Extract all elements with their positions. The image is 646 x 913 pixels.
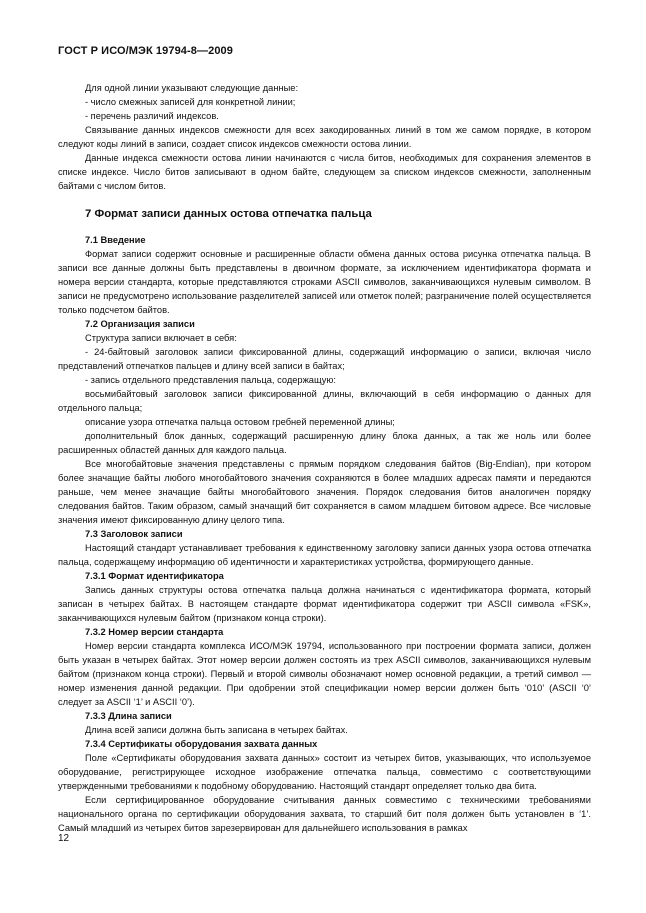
paragraph: Длина всей записи должна быть записана в четырех байтах.	[85, 725, 348, 735]
list-item: - 24-байтовый заголовок записи фиксированной длины, содержащий информацию о записи, включая число представлений отпечатков пальцев и длину всей записи в байтах;	[58, 347, 591, 371]
paragraph: Структура записи включает в себя:	[85, 333, 237, 343]
paragraph: дополнительный блок данных, содержащий расширенную длину блока данных, а так же ноль или более расширенных областей данных для каждого пальца.	[58, 431, 591, 455]
section-heading: 7.2 Организация записи	[85, 319, 195, 329]
section-heading: 7.3 Заголовок записи	[85, 529, 183, 539]
document-header: ГОСТ Р ИСО/МЭК 19794-8—2009	[58, 45, 233, 57]
paragraph: Настоящий стандарт устанавливает требования к единственному заголовку записи данных узора остова отпечатка пальца, содержащему информацию об идентичности и характеристиках устройства, формирующего данные.	[58, 543, 591, 567]
paragraph: Данные индекса смежности остова линии начинаются с числа битов, необходимых для сохранения элементов в списке индексе. Число битов записывают в одном байте, следующем за списком индексов смежности, заполненным байтами с числом битов.	[58, 153, 591, 191]
paragraph: Для одной линии указывают следующие данные:	[85, 83, 299, 93]
document-body	[58, 81, 591, 835]
subsection-heading: 7.3.1 Формат идентификатора	[85, 571, 224, 581]
subsection-heading: 7.3.3 Длина записи	[85, 711, 172, 721]
subsection-heading: 7.3.2 Номер версии стандарта	[85, 627, 224, 637]
list-item: - перечень различий индексов.	[85, 111, 219, 121]
paragraph: Если сертифицированное оборудование считывания данных совместимо с техническими требованиями национального органа по сертификации оборудования захвата, то старший бит поля должен быть установлен в ‘1’. Самый младший из четырех битов зарезервирован для дальнейшего использования в рамках	[58, 795, 591, 833]
list-item: - число смежных записей для конкретной линии;	[85, 97, 296, 107]
paragraph: Номер версии стандарта комплекса ИСО/МЭК 19794, использованного при построении формата записи, должен быть указан в четырех байтах. Этот номер версии должен состоять из трех ASCII символов, заканчивающихся нулевым байтом (признаком конца строки). Первый и второй символы обозначают номер основной редакции, а третий символ — номер изменения данной редакции. При одобрении этой спецификации номер версии должен быть ‘010’ (ASCII ‘0’ следует за ASCII ‘1’ и ASCII ‘0’).	[58, 641, 591, 707]
paragraph: восьмибайтовый заголовок записи фиксированной длины, включающий в себя информацию о данных для отдельного пальца;	[58, 389, 591, 413]
paragraph: описание узора отпечатка пальца остовом гребней переменной длины;	[85, 417, 395, 427]
chapter-heading: 7 Формат записи данных остова отпечатка пальца	[85, 208, 372, 220]
paragraph: Запись данных структуры остова отпечатка пальца должна начинаться с идентификатора формата, который записан в четырех байтах. В настоящем стандарте формат идентификатора содержит три ASCII символа «FSK», заканчивающихся нулевым байтом (признаком конца строки).	[58, 585, 591, 623]
section-heading: 7.1 Введение	[85, 235, 146, 245]
paragraph: Связывание данных индексов смежности для всех закодированных линий в том же самом порядке, в котором следуют коды линий в записи, создает список индексов смежности остова линии.	[58, 125, 591, 149]
paragraph: Все многобайтовые значения представлены с прямым порядком следования байтов (Big-Endian), при котором более значащие байты любого многобайтового значения сохраняются в более младших адресах памяти и передаются раньше, чем менее значащие байты многобайтового значения. Порядок следования битов аналогичен порядку следования байтов. Таким образом, самый значащий бит сохраняется в самом младшем битовом адресе. Все числовые значения имеют фиксированную длину целого типа.	[58, 459, 591, 525]
list-item: - запись отдельного представления пальца, содержащую:	[85, 375, 336, 385]
paragraph: Поле «Сертификаты оборудования захвата данных» состоит из четырех битов, указывающих, что используемое оборудование, регистрирующее исходное изображение отпечатка пальца, совместимо с соответствующими утвержденными требованиями к подобному оборудованию. Настоящий стандарт определяет только два бита.	[58, 753, 591, 791]
subsection-heading: 7.3.4 Сертификаты оборудования захвата данных	[85, 739, 318, 749]
page-number: 12	[58, 833, 70, 844]
paragraph: Формат записи содержит основные и расширенные области обмена данных остова рисунка отпечатка пальца. В записи все данные должны быть представлены в двоичном формате, за исключением идентификатора формата и номера версии стандарта, которые представляются строками ASCII символов, заканчивающихся нулевым символом. В записи не предусмотрено использование разделителей записей или отметок полей; разграничение полей осуществляется только подсчетом байтов.	[58, 249, 591, 315]
